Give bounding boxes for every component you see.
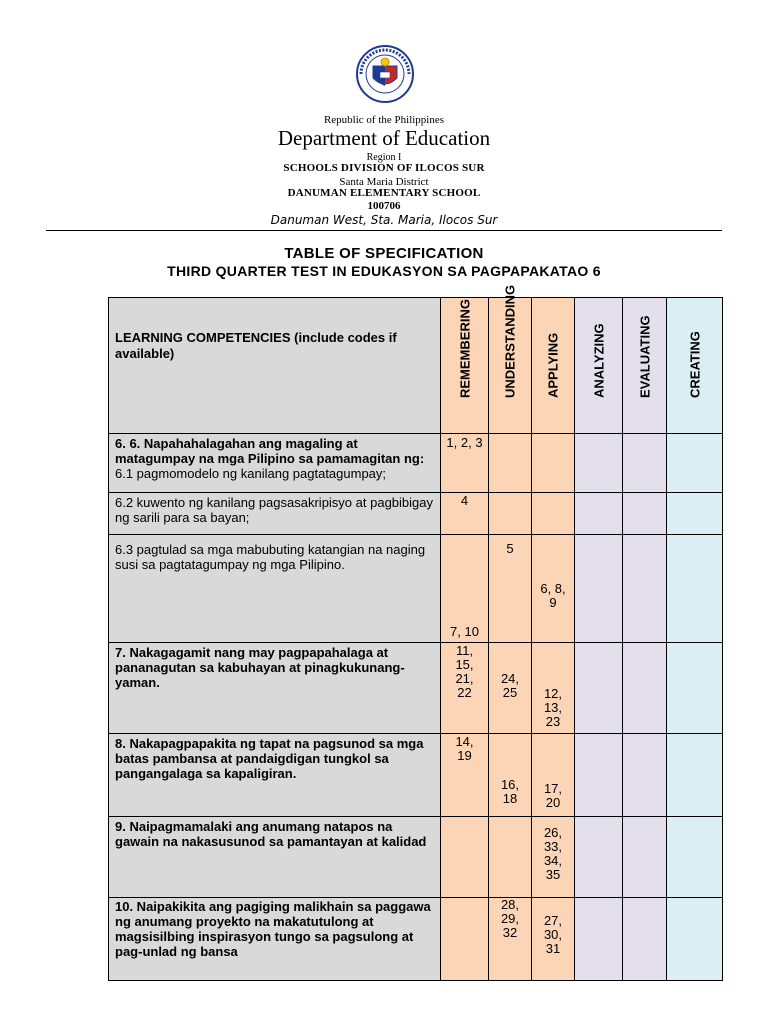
level-label: REMEMBERING: [457, 299, 472, 398]
item-numbers: 16, 18: [500, 777, 520, 806]
evaluating-cell: [623, 817, 667, 898]
competency-heading: 6. 6. Napahahalagahan ang magaling at matagumpay na mga Pilipino sa pamamagitan ng:: [115, 436, 425, 466]
analyzing-cell: [575, 493, 623, 535]
competency-cell: [109, 817, 441, 898]
creating-cell: [667, 734, 723, 817]
competency-cell: [109, 493, 441, 535]
item-numbers: 14, 19: [455, 734, 474, 763]
competency-cell: [109, 898, 441, 981]
creating-cell: [667, 643, 723, 734]
remembering-cell: [441, 535, 489, 643]
remembering-cell: [441, 434, 489, 493]
table-row: [109, 898, 723, 981]
column-header-creating: [667, 298, 723, 434]
item-numbers: 4: [460, 493, 469, 508]
item-numbers: 26, 33, 34, 35: [543, 825, 563, 882]
region-line: Region I: [366, 152, 402, 163]
analyzing-cell: [575, 535, 623, 643]
column-header-remembering: [441, 298, 489, 434]
level-label: CREATING: [687, 331, 702, 398]
competency-heading: 7. Nakagagamit nang may pagpapahalaga at pananagutan sa kabuhayan at pinagkukunang-yaman.: [115, 645, 405, 690]
competency-text: 6.2 kuwento ng kanilang pagsasakripisyo at pagbibigay ng sarili para sa bayan;: [115, 495, 433, 525]
item-numbers: 17, 20: [543, 781, 563, 810]
item-numbers: 12, 13, 23: [543, 686, 563, 729]
item-numbers: 24, 25: [500, 671, 520, 700]
item-numbers: 6, 8, 9: [540, 581, 566, 610]
applying-cell: [532, 493, 575, 535]
applying-cell: [532, 817, 575, 898]
table-row: [109, 535, 723, 643]
applying-cell: [532, 535, 575, 643]
table-row: [109, 493, 723, 535]
understanding-cell: [489, 493, 532, 535]
table-row: [109, 434, 723, 493]
header-divider: [46, 230, 722, 231]
document-subtitle: THIRD QUARTER TEST IN EDUKASYON SA PAGPAPAKATAO 6: [167, 263, 601, 279]
table-header-row: [109, 298, 723, 434]
applying-cell: [532, 434, 575, 493]
table-row: [109, 734, 723, 817]
column-header-analyzing: [575, 298, 623, 434]
table-row: [109, 643, 723, 734]
item-numbers: 1, 2, 3: [446, 435, 483, 450]
item-numbers: 7, 10: [450, 624, 479, 639]
evaluating-cell: [623, 898, 667, 981]
competency-heading: 9. Naipagmamalaki ang anumang natapos na gawain na nakasusunod sa pamantayan at kalidad: [115, 819, 427, 849]
creating-cell: [667, 817, 723, 898]
analyzing-cell: [575, 817, 623, 898]
understanding-cell: [489, 434, 532, 493]
item-numbers: 27, 30, 31: [543, 913, 563, 956]
republic-line: Republic of the Philippines: [323, 114, 445, 126]
competency-heading: 8. Nakapagpapakita ng tapat na pagsunod sa mga batas pambansa at pandaigdigan tungkol sa pangangalaga sa kapaligiran.: [115, 736, 424, 781]
analyzing-cell: [575, 643, 623, 734]
level-label: ANALYZING: [591, 323, 606, 398]
competency-column-header: LEARNING COMPETENCIES (include codes if available): [109, 298, 441, 434]
understanding-cell: [489, 734, 532, 817]
analyzing-cell: [575, 734, 623, 817]
evaluating-cell: [623, 734, 667, 817]
deped-seal-logo: [347, 44, 423, 104]
competency-cell: [109, 535, 441, 643]
school-address: Danuman West, Sta. Maria, Ilocos Sur: [270, 213, 498, 227]
evaluating-cell: [623, 643, 667, 734]
district-line: Santa Maria District: [339, 176, 429, 188]
level-label: UNDERSTANDING: [502, 284, 518, 398]
remembering-cell: [441, 734, 489, 817]
column-header-understanding: [489, 284, 532, 434]
level-label: APPLYING: [545, 332, 561, 398]
analyzing-cell: [575, 898, 623, 981]
column-header-applying: [532, 298, 575, 434]
division-line: SCHOOLS DIVISION OF ILOCOS SUR: [283, 162, 485, 174]
applying-cell: [532, 643, 575, 734]
item-numbers: 28, 29, 32: [500, 897, 520, 940]
school-id: 100706: [367, 200, 401, 212]
table-row: [109, 817, 723, 898]
understanding-cell: [489, 643, 532, 734]
competency-text: 6.3 pagtulad sa mga mabubuting katangian na naging susi sa pagtatagumpay ng mga Pilipino.: [115, 542, 426, 572]
remembering-cell: [441, 643, 489, 734]
competency-text: 6.1 pagmomodelo ng kanilang pagtatagumpay;: [115, 466, 387, 481]
evaluating-cell: [623, 493, 667, 535]
level-label: EVALUATING: [637, 315, 652, 398]
evaluating-cell: [623, 535, 667, 643]
remembering-cell: [441, 493, 489, 535]
evaluating-cell: [623, 434, 667, 493]
understanding-cell: [489, 817, 532, 898]
competency-cell: [109, 734, 441, 817]
document-title: TABLE OF SPECIFICATION: [284, 245, 484, 262]
applying-cell: [532, 734, 575, 817]
understanding-cell: [489, 898, 532, 981]
competency-cell: [109, 643, 441, 734]
remembering-cell: [441, 898, 489, 981]
creating-cell: [667, 535, 723, 643]
understanding-cell: [489, 535, 532, 643]
department-name: Department of Education: [277, 126, 491, 150]
specification-table: [108, 284, 723, 981]
item-numbers: 5: [506, 541, 514, 556]
remembering-cell: [441, 817, 489, 898]
column-header-evaluating: [623, 298, 667, 434]
creating-cell: [667, 493, 723, 535]
item-numbers: 11, 15, 21, 22: [455, 643, 474, 700]
competency-heading: 10. Naipakikita ang pagiging malikhain sa paggawa ng anumang proyekto na makatutulong at magsisilbing inspirasyon tungo sa pagsulong at pag-unlad ng bansa: [115, 899, 431, 959]
applying-cell: [532, 898, 575, 981]
creating-cell: [667, 434, 723, 493]
creating-cell: [667, 898, 723, 981]
school-name: DANUMAN ELEMENTARY SCHOOL: [287, 187, 481, 199]
analyzing-cell: [575, 434, 623, 493]
competency-cell: [109, 434, 441, 493]
